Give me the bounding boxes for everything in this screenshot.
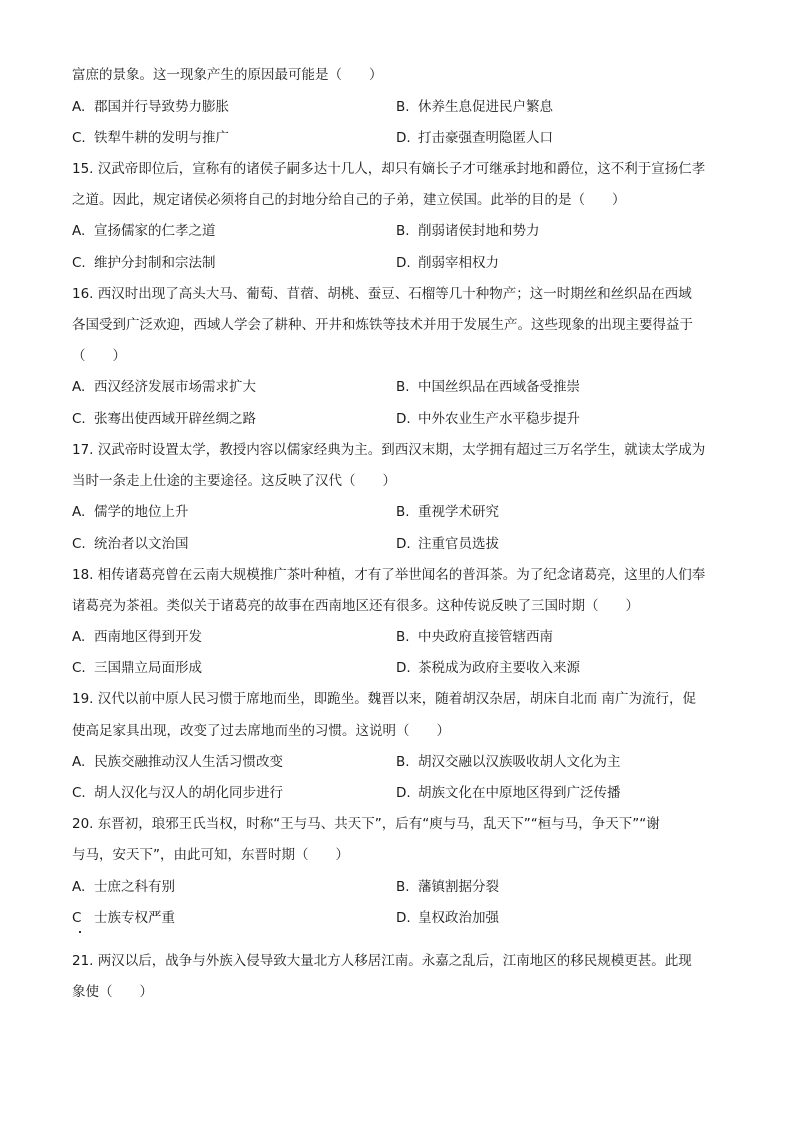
question-17-option-c[interactable]: C. 统治者以文治国 bbox=[72, 536, 189, 552]
question-19-stem-line-2: 使高足家具出现，改变了过去席地而坐的习惯。这说明（ ） bbox=[72, 723, 450, 739]
question-15-option-d[interactable]: D. 削弱宰相权力 bbox=[396, 255, 499, 271]
question-18-stem-line-1: 18. 相传诸葛亮曾在云南大规模推广茶叶种植，才有了举世闻名的普洱茶。为了纪念诸葛亮，这里的人们奉 bbox=[72, 567, 706, 583]
option-d[interactable]: D. 打击豪强查明隐匿人口 bbox=[396, 130, 553, 146]
question-16-option-b[interactable]: B. 中国丝织品在西域备受推崇 bbox=[396, 379, 580, 395]
question-19-option-d[interactable]: D. 胡族文化在中原地区得到广泛传播 bbox=[396, 785, 621, 801]
question-19-stem-line-1: 19. 汉代以前中原人民习惯于席地而坐，即跪坐。魏晋以来，随着胡汉杂居，胡床自北而 南广为流行，促 bbox=[72, 691, 697, 707]
question-15-option-c[interactable]: C. 维护分封制和宗法制 bbox=[72, 255, 216, 271]
question-16-option-d[interactable]: D. 中外农业生产水平稳步提升 bbox=[396, 411, 580, 427]
question-21-stem-line-1: 21. 两汉以后，战争与外族入侵导致大量北方人移居江南。永嘉之乱后，江南地区的移民规模更甚。此现 bbox=[72, 953, 692, 969]
question-17-option-b[interactable]: B. 重视学术研究 bbox=[396, 504, 499, 520]
stray-dot bbox=[79, 931, 81, 933]
question-15-stem-line-2: 之道。因此，规定诸侯必须将自己的封地分给自己的子弟，建立侯国。此举的目的是（ ） bbox=[72, 192, 626, 208]
question-18-option-c[interactable]: C. 三国鼎立局面形成 bbox=[72, 660, 202, 676]
question-15-option-b[interactable]: B. 削弱诸侯封地和势力 bbox=[396, 223, 540, 239]
question-stem-line: 富庶的景象。这一现象产生的原因最可能是（ ） bbox=[72, 67, 383, 83]
question-18-option-d[interactable]: D. 茶税成为政府主要收入来源 bbox=[396, 660, 580, 676]
question-21-stem-line-2: 象使（ ） bbox=[72, 984, 153, 1000]
question-18-option-a[interactable]: A. 西南地区得到开发 bbox=[72, 629, 202, 645]
option-a[interactable]: A. 郡国并行导致势力膨胀 bbox=[72, 99, 229, 115]
question-15-stem-line-1: 15. 汉武帝即位后，宣称有的诸侯子嗣多达十几人，却只有嫡长子才可继承封地和爵位，这不利于宣扬仁孝 bbox=[72, 161, 706, 177]
question-16-option-c[interactable]: C. 张骞出使西域开辟丝绸之路 bbox=[72, 411, 256, 427]
question-16-option-a[interactable]: A. 西汉经济发展市场需求扩大 bbox=[72, 379, 256, 395]
question-20-option-c[interactable]: C 士族专权严重 bbox=[72, 910, 175, 926]
question-18-stem-line-2: 诸葛亮为茶祖。类似关于诸葛亮的故事在西南地区还有很多。这种传说反映了三国时期（ ） bbox=[72, 598, 639, 614]
question-16-stem-line-3: （ ） bbox=[72, 348, 126, 364]
question-20-option-a[interactable]: A. 士庶之科有别 bbox=[72, 879, 175, 895]
option-b[interactable]: B. 休养生息促进民户繁息 bbox=[396, 99, 553, 115]
question-17-option-d[interactable]: D. 注重官员选拔 bbox=[396, 536, 499, 552]
question-17-stem-line-1: 17. 汉武帝时设置太学，教授内容以儒家经典为主。到西汉末期，太学拥有超过三万名学生，就读太学成为 bbox=[72, 442, 706, 458]
question-17-stem-line-2: 当时一条走上仕途的主要途径。这反映了汉代（ ） bbox=[72, 473, 396, 489]
question-16-stem-line-2: 各国受到广泛欢迎，西域人学会了耕种、开井和炼铁等技术并用于发展生产。这些现象的出现主要得益于 bbox=[72, 317, 693, 333]
question-17-option-a[interactable]: A. 儒学的地位上升 bbox=[72, 504, 189, 520]
question-19-option-c[interactable]: C. 胡人汉化与汉人的胡化同步进行 bbox=[72, 785, 283, 801]
question-15-option-a[interactable]: A. 宣扬儒家的仁孝之道 bbox=[72, 223, 216, 239]
question-19-option-b[interactable]: B. 胡汉交融以汉族吸收胡人文化为主 bbox=[396, 754, 621, 770]
question-20-option-d[interactable]: D. 皇权政治加强 bbox=[396, 910, 499, 926]
question-19-option-a[interactable]: A. 民族交融推动汉人生活习惯改变 bbox=[72, 754, 283, 770]
question-16-stem-line-1: 16. 西汉时出现了高头大马、葡萄、苜蓿、胡桃、蚕豆、石榴等几十种物产；这一时期丝和丝织品在西域 bbox=[72, 286, 692, 302]
question-20-stem-line-1: 20. 东晋初，琅邪王氏当权，时称“王与马、共天下”，后有“庾与马，乱天下”“桓与马，争天下”“谢 bbox=[72, 816, 660, 832]
question-20-stem-line-2: 与马，安天下”，由此可知，东晋时期（ ） bbox=[72, 847, 349, 863]
question-20-option-b[interactable]: B. 藩镇割据分裂 bbox=[396, 879, 499, 895]
option-c[interactable]: C. 铁犁牛耕的发明与推广 bbox=[72, 130, 229, 146]
question-18-option-b[interactable]: B. 中央政府直接管辖西南 bbox=[396, 629, 553, 645]
